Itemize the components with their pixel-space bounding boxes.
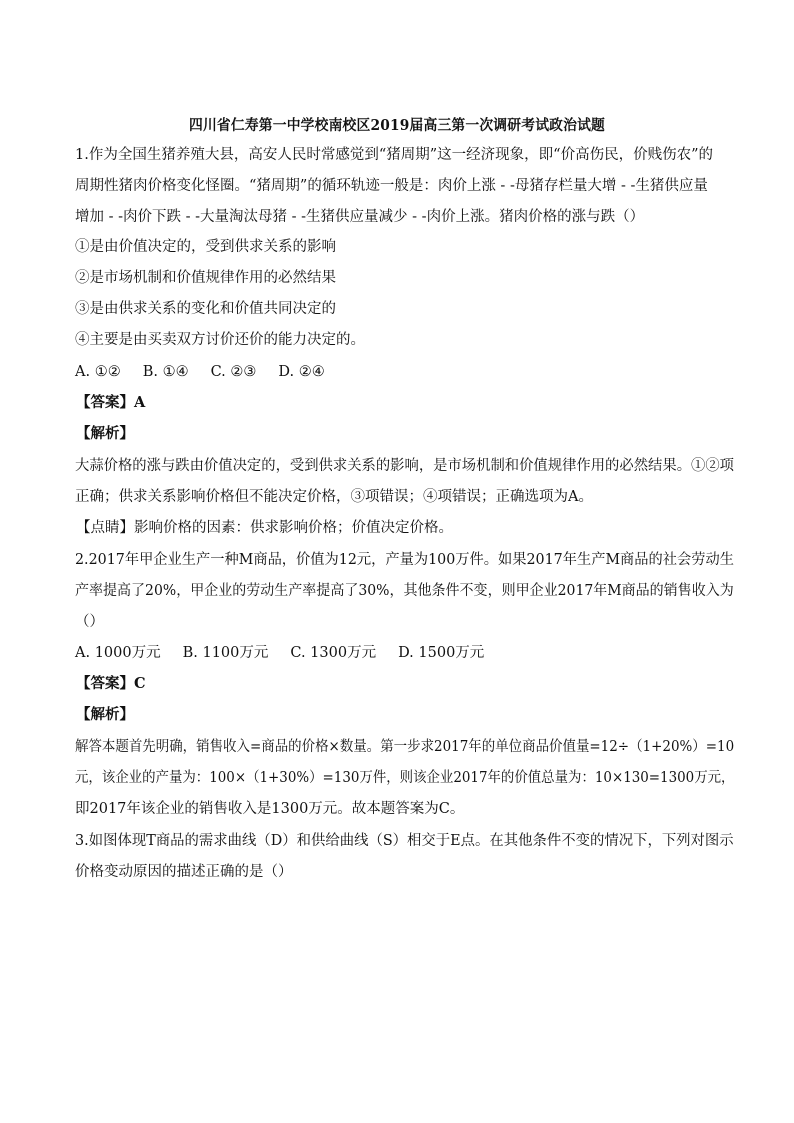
q2-stem-line-1: 2.2017年甲企业生产一种M商品，价值为12元，产量为100万件。如果2017年生产M商品的社会劳动生 <box>75 552 734 568</box>
q3-stem-line-2: 价格变动原因的描述正确的是（） <box>75 864 293 880</box>
q1-option-c: C. ②③ <box>210 364 257 380</box>
q2-analysis-line-3: 即2017年该企业的销售收入是1300万元。故本题答案为C。 <box>75 801 465 817</box>
document-title: 四川省仁寿第一中学校南校区2019届高三第一次调研考试政治试题 <box>189 117 605 134</box>
q1-analysis-line-2: 正确；供求关系影响价格但不能决定价格，③项错误；④项错误；正确选项为A。 <box>75 489 593 505</box>
q2-answer: 【答案】C <box>76 675 146 692</box>
q1-option-a: A. ①② <box>75 364 121 380</box>
q1-answer: 【答案】A <box>76 394 146 411</box>
q1-stem-line-1: 1.作为全国生猪养殖大县，高安人民时常感觉到“猪周期”这一经济现象，即“价高伤民，价贱伤农”的 <box>75 147 713 163</box>
q1-statement-2: ②是市场机制和价值规律作用的必然结果 <box>75 270 336 286</box>
q2-option-b: B. 1100万元 <box>182 645 269 661</box>
q2-stem-line-3: （） <box>75 614 104 630</box>
q2-option-d: D. 1500万元 <box>398 645 485 661</box>
q1-option-d: D. ②④ <box>278 364 325 380</box>
q1-statement-1: ①是由价值决定的，受到供求关系的影响 <box>75 239 336 255</box>
q2-stem-line-2: 产率提高了20%，甲企业的劳动生产率提高了30%，其他条件不变，则甲企业2017年M商品的销售收入为 <box>75 583 734 599</box>
q1-key-point: 【点睛】影响价格的因素：供求影响价格；价值决定价格。 <box>76 520 453 536</box>
q1-stem-line-3: 增加 - -肉价下跌 - -大量淘汰母猪 - -生猪供应量减少 - -肉价上涨。猪肉价格的涨与跌（） <box>75 209 645 225</box>
q1-statement-3: ③是由供求关系的变化和价值共同决定的 <box>75 301 336 317</box>
q1-analysis-line-1: 大蒜价格的涨与跌由价值决定的，受到供求关系的影响，是市场机制和价值规律作用的必然结果。①②项 <box>75 458 734 474</box>
q2-analysis-line-1: 解答本题首先明确，销售收入=商品的价格×数量。第一步求2017年的单位商品价值量=12÷（1+20%）=10 <box>75 739 735 755</box>
q1-statement-4: ④主要是由买卖双方讨价还价的能力决定的。 <box>75 332 365 348</box>
q2-analysis-label: 【解析】 <box>76 706 134 723</box>
q1-option-b: B. ①④ <box>142 364 189 380</box>
q1-options <box>75 362 325 382</box>
q1-stem-line-2: 周期性猪肉价格变化怪圈。“猪周期”的循环轨迹一般是：肉价上涨 - -母猪存栏量大增 - -生猪供应量 <box>75 178 708 194</box>
q2-option-a: A. 1000万元 <box>75 645 161 661</box>
q1-analysis-label: 【解析】 <box>76 425 134 442</box>
q2-analysis-line-2: 元，该企业的产量为：100×（1+30%）=130万件，则该企业2017年的价值总量为：10×130=1300万元， <box>75 770 735 786</box>
q2-options <box>75 643 484 663</box>
q2-option-c: C. 1300万元 <box>290 645 377 661</box>
q3-stem-line-1: 3.如图体现T商品的需求曲线（D）和供给曲线（S）相交于E点。在其他条件不变的情况下，下列对图示 <box>75 833 734 849</box>
